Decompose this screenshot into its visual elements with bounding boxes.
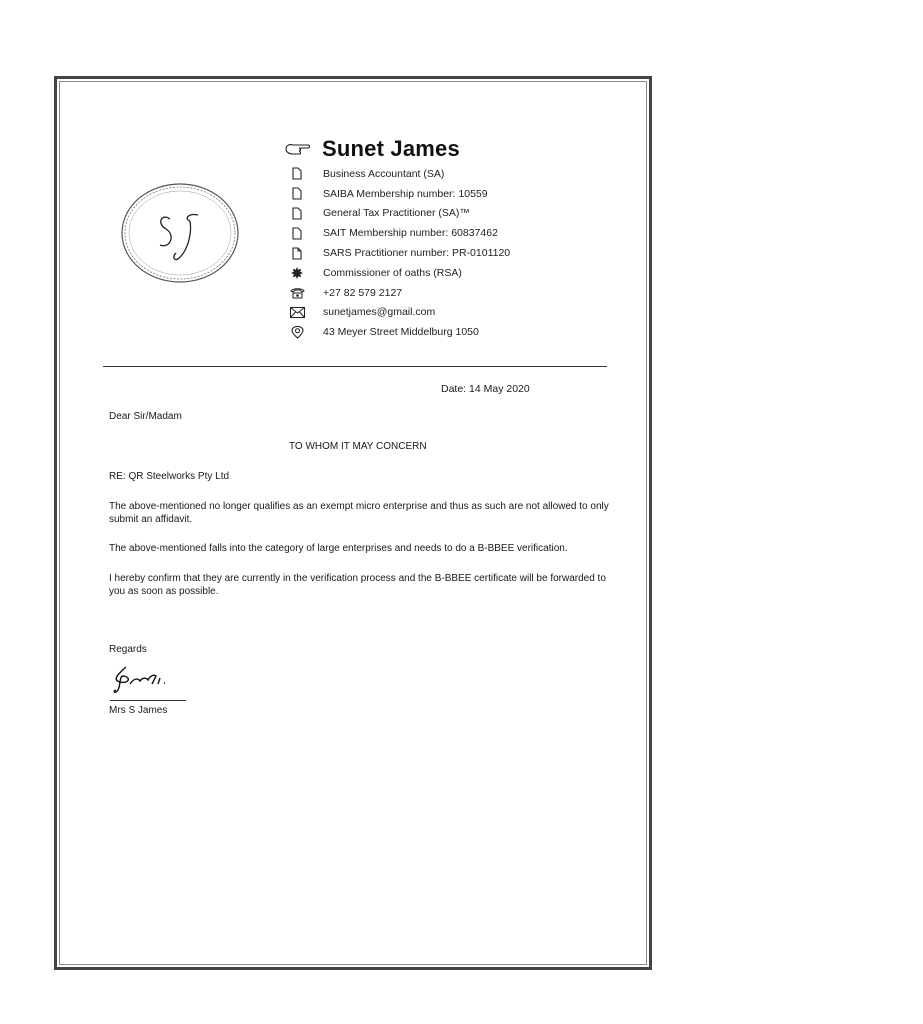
body-paragraph: The above-mentioned falls into the category of large enterprises and needs to do a B-BBEE verification. bbox=[109, 543, 568, 554]
document-icon bbox=[288, 225, 306, 241]
monogram-logo bbox=[118, 179, 242, 287]
contact-email bbox=[288, 303, 510, 323]
body-paragraph: I hereby confirm that they are currently in the verification process and the B-BBEE certificate will be forwarded to you as soon as possible. bbox=[109, 573, 606, 597]
credential-text: Business Accountant (SA) bbox=[323, 167, 445, 180]
re-line: RE: QR Steelworks Pty Ltd bbox=[109, 471, 230, 482]
body-paragraph: The above-mentioned no longer qualifies as an exempt micro enterprise and thus as such are not allowed to only submit an affidavit. bbox=[109, 501, 609, 525]
document-icon bbox=[288, 166, 306, 182]
document-icon bbox=[288, 245, 306, 261]
credential-sars bbox=[288, 243, 510, 263]
telephone-icon bbox=[288, 285, 306, 301]
credential-saiba bbox=[288, 184, 510, 204]
document-icon bbox=[288, 205, 306, 221]
letter-date: Date: 14 May 2020 bbox=[441, 383, 530, 395]
phone-number: +27 82 579 2127 bbox=[323, 286, 403, 299]
closing: Regards bbox=[109, 644, 147, 655]
street-address: 43 Meyer Street Middelburg 1050 bbox=[323, 326, 479, 339]
credential-sait bbox=[288, 223, 510, 243]
letterhead-name-row bbox=[284, 134, 460, 164]
location-pin-icon bbox=[288, 324, 306, 340]
credential-text: SAIT Membership number: 60837462 bbox=[323, 227, 498, 240]
credential-tax-practitioner bbox=[288, 204, 510, 224]
seal-icon bbox=[288, 265, 306, 281]
credentials-list bbox=[288, 164, 510, 342]
pointing-hand-icon bbox=[284, 139, 312, 159]
envelope-icon bbox=[288, 304, 306, 320]
credential-text: SARS Practitioner number: PR-0101120 bbox=[323, 247, 511, 260]
salutation: Dear Sir/Madam bbox=[109, 411, 182, 422]
sender-name: Sunet James bbox=[322, 136, 460, 161]
handwritten-signature bbox=[110, 664, 182, 696]
credential-text: Commissioner of oaths (RSA) bbox=[323, 266, 462, 279]
credential-text: SAIBA Membership number: 10559 bbox=[323, 187, 488, 200]
contact-phone bbox=[288, 283, 510, 303]
header-divider bbox=[103, 366, 607, 367]
signature-line bbox=[110, 700, 186, 701]
letter-subject: TO WHOM IT MAY CONCERN bbox=[289, 441, 427, 452]
credential-text: General Tax Practitioner (SA)™ bbox=[323, 207, 470, 220]
contact-address bbox=[288, 322, 510, 342]
signer-name: Mrs S James bbox=[109, 705, 168, 716]
credential-business-accountant bbox=[288, 164, 510, 184]
credential-commissioner bbox=[288, 263, 510, 283]
document-icon bbox=[288, 186, 306, 202]
email-address: sunetjames@gmail.com bbox=[323, 306, 436, 319]
